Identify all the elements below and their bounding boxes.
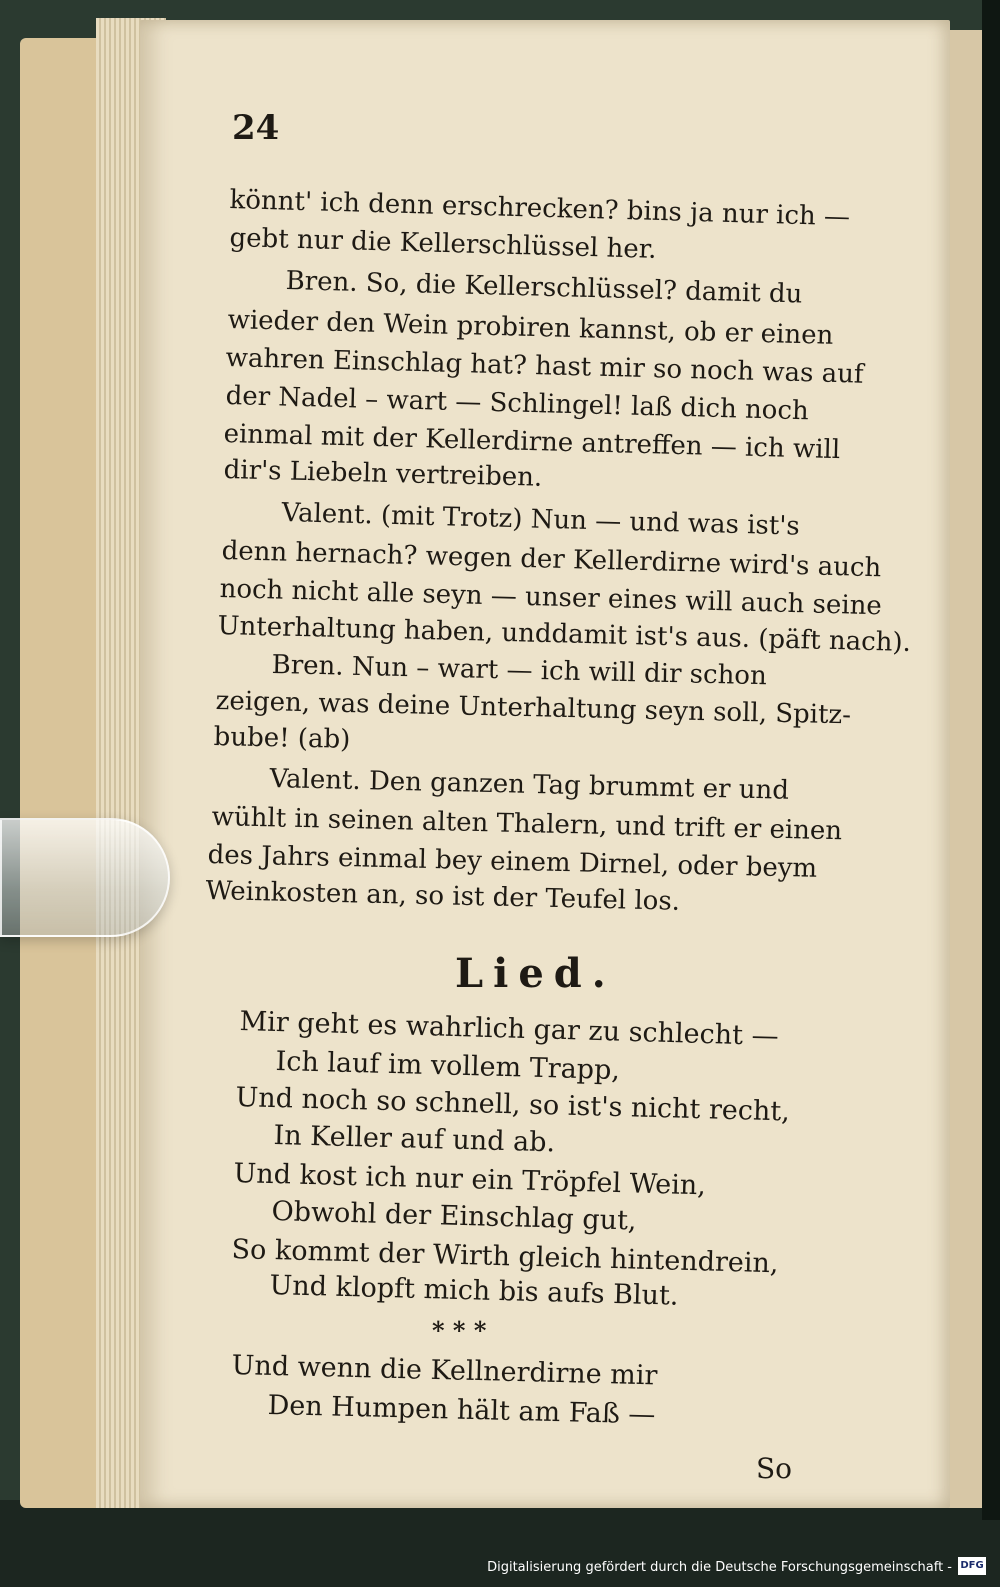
prose-line: wahren Einschlag hat? hast mir so noch was auf: [225, 343, 864, 390]
verse-line: Mir geht es wahrlich gar zu schlecht —: [239, 1006, 779, 1053]
prose-line: des Jahrs einmal bey einem Dirnel, oder beym: [207, 840, 818, 884]
prose-line: Weinkosten an, so ist der Teufel los.: [205, 876, 681, 917]
verse-line: In Keller auf und ab.: [273, 1120, 556, 1159]
song-heading: Lied.: [455, 950, 616, 997]
prose-line: Bren. So, die Kellerschlüssel? damit du: [285, 266, 803, 310]
page-number: 24: [232, 108, 280, 148]
prose-line: Valent. Den ganzen Tag brummt er und: [269, 764, 790, 806]
verse-line: Und klopft mich bis aufs Blut.: [269, 1270, 679, 1312]
prose-line: einmal mit der Kellerdirne antreffen — ich will: [223, 419, 841, 466]
verse-line: Ich lauf im vollem Trapp,: [275, 1046, 621, 1087]
verse-line: Obwohl der Einschlag gut,: [271, 1196, 637, 1237]
footer-bar: [0, 1548, 1000, 1587]
prose-line: Valent. (mit Trotz) Nun — und was ist's: [281, 498, 801, 542]
prose-line: dir's Liebeln vertreiben.: [223, 455, 543, 493]
prose-line: Unterhaltung haben, unddamit ist's aus. (päft nach).: [217, 611, 912, 658]
prose-line: gebt nur die Kellerschlüssel her.: [229, 223, 657, 265]
prose-line: könnt' ich denn erschrecken? bins ja nur ich —: [229, 185, 851, 233]
glass-page-holder: [0, 818, 170, 937]
verse-line: Und wenn die Kellnerdirne mir: [231, 1350, 658, 1392]
footer-credit: Digitalisierung gefördert durch die Deutsche Forschungsgemeinschaft -: [487, 1560, 952, 1575]
prose-line: der Nadel – wart — Schlingel! laß dich noch: [225, 381, 810, 427]
prose-line: denn hernach? wegen der Kellerdirne wird's auch: [221, 536, 882, 584]
prose-line: wieder den Wein probiren kannst, ob er einen: [227, 305, 834, 351]
prose-line: bube! (ab): [213, 722, 351, 755]
prose-line: wühlt in seinen alten Thalern, und trift er einen: [211, 802, 843, 847]
verse-line: Und kost ich nur ein Tröpfel Wein,: [233, 1158, 707, 1202]
verse-line: Und noch so schnell, so ist's nicht recht,: [235, 1082, 791, 1128]
prose-line: noch nicht alle seyn — unser eines will auch seine: [219, 574, 883, 622]
verse-line: So kommt der Wirth gleich hintendrein,: [231, 1234, 779, 1280]
verse-line: Den Humpen hält am Faß —: [267, 1390, 656, 1431]
scanner-edge: [982, 0, 1000, 1520]
prose-line: zeigen, was deine Unterhaltung seyn soll, Spitz-: [215, 686, 852, 731]
dfg-logo-icon: DFG: [958, 1557, 986, 1575]
section-stars: * * *: [432, 1316, 487, 1345]
catchword: So: [756, 1452, 793, 1485]
prose-line: Bren. Nun – wart — ich will dir schon: [271, 650, 768, 692]
